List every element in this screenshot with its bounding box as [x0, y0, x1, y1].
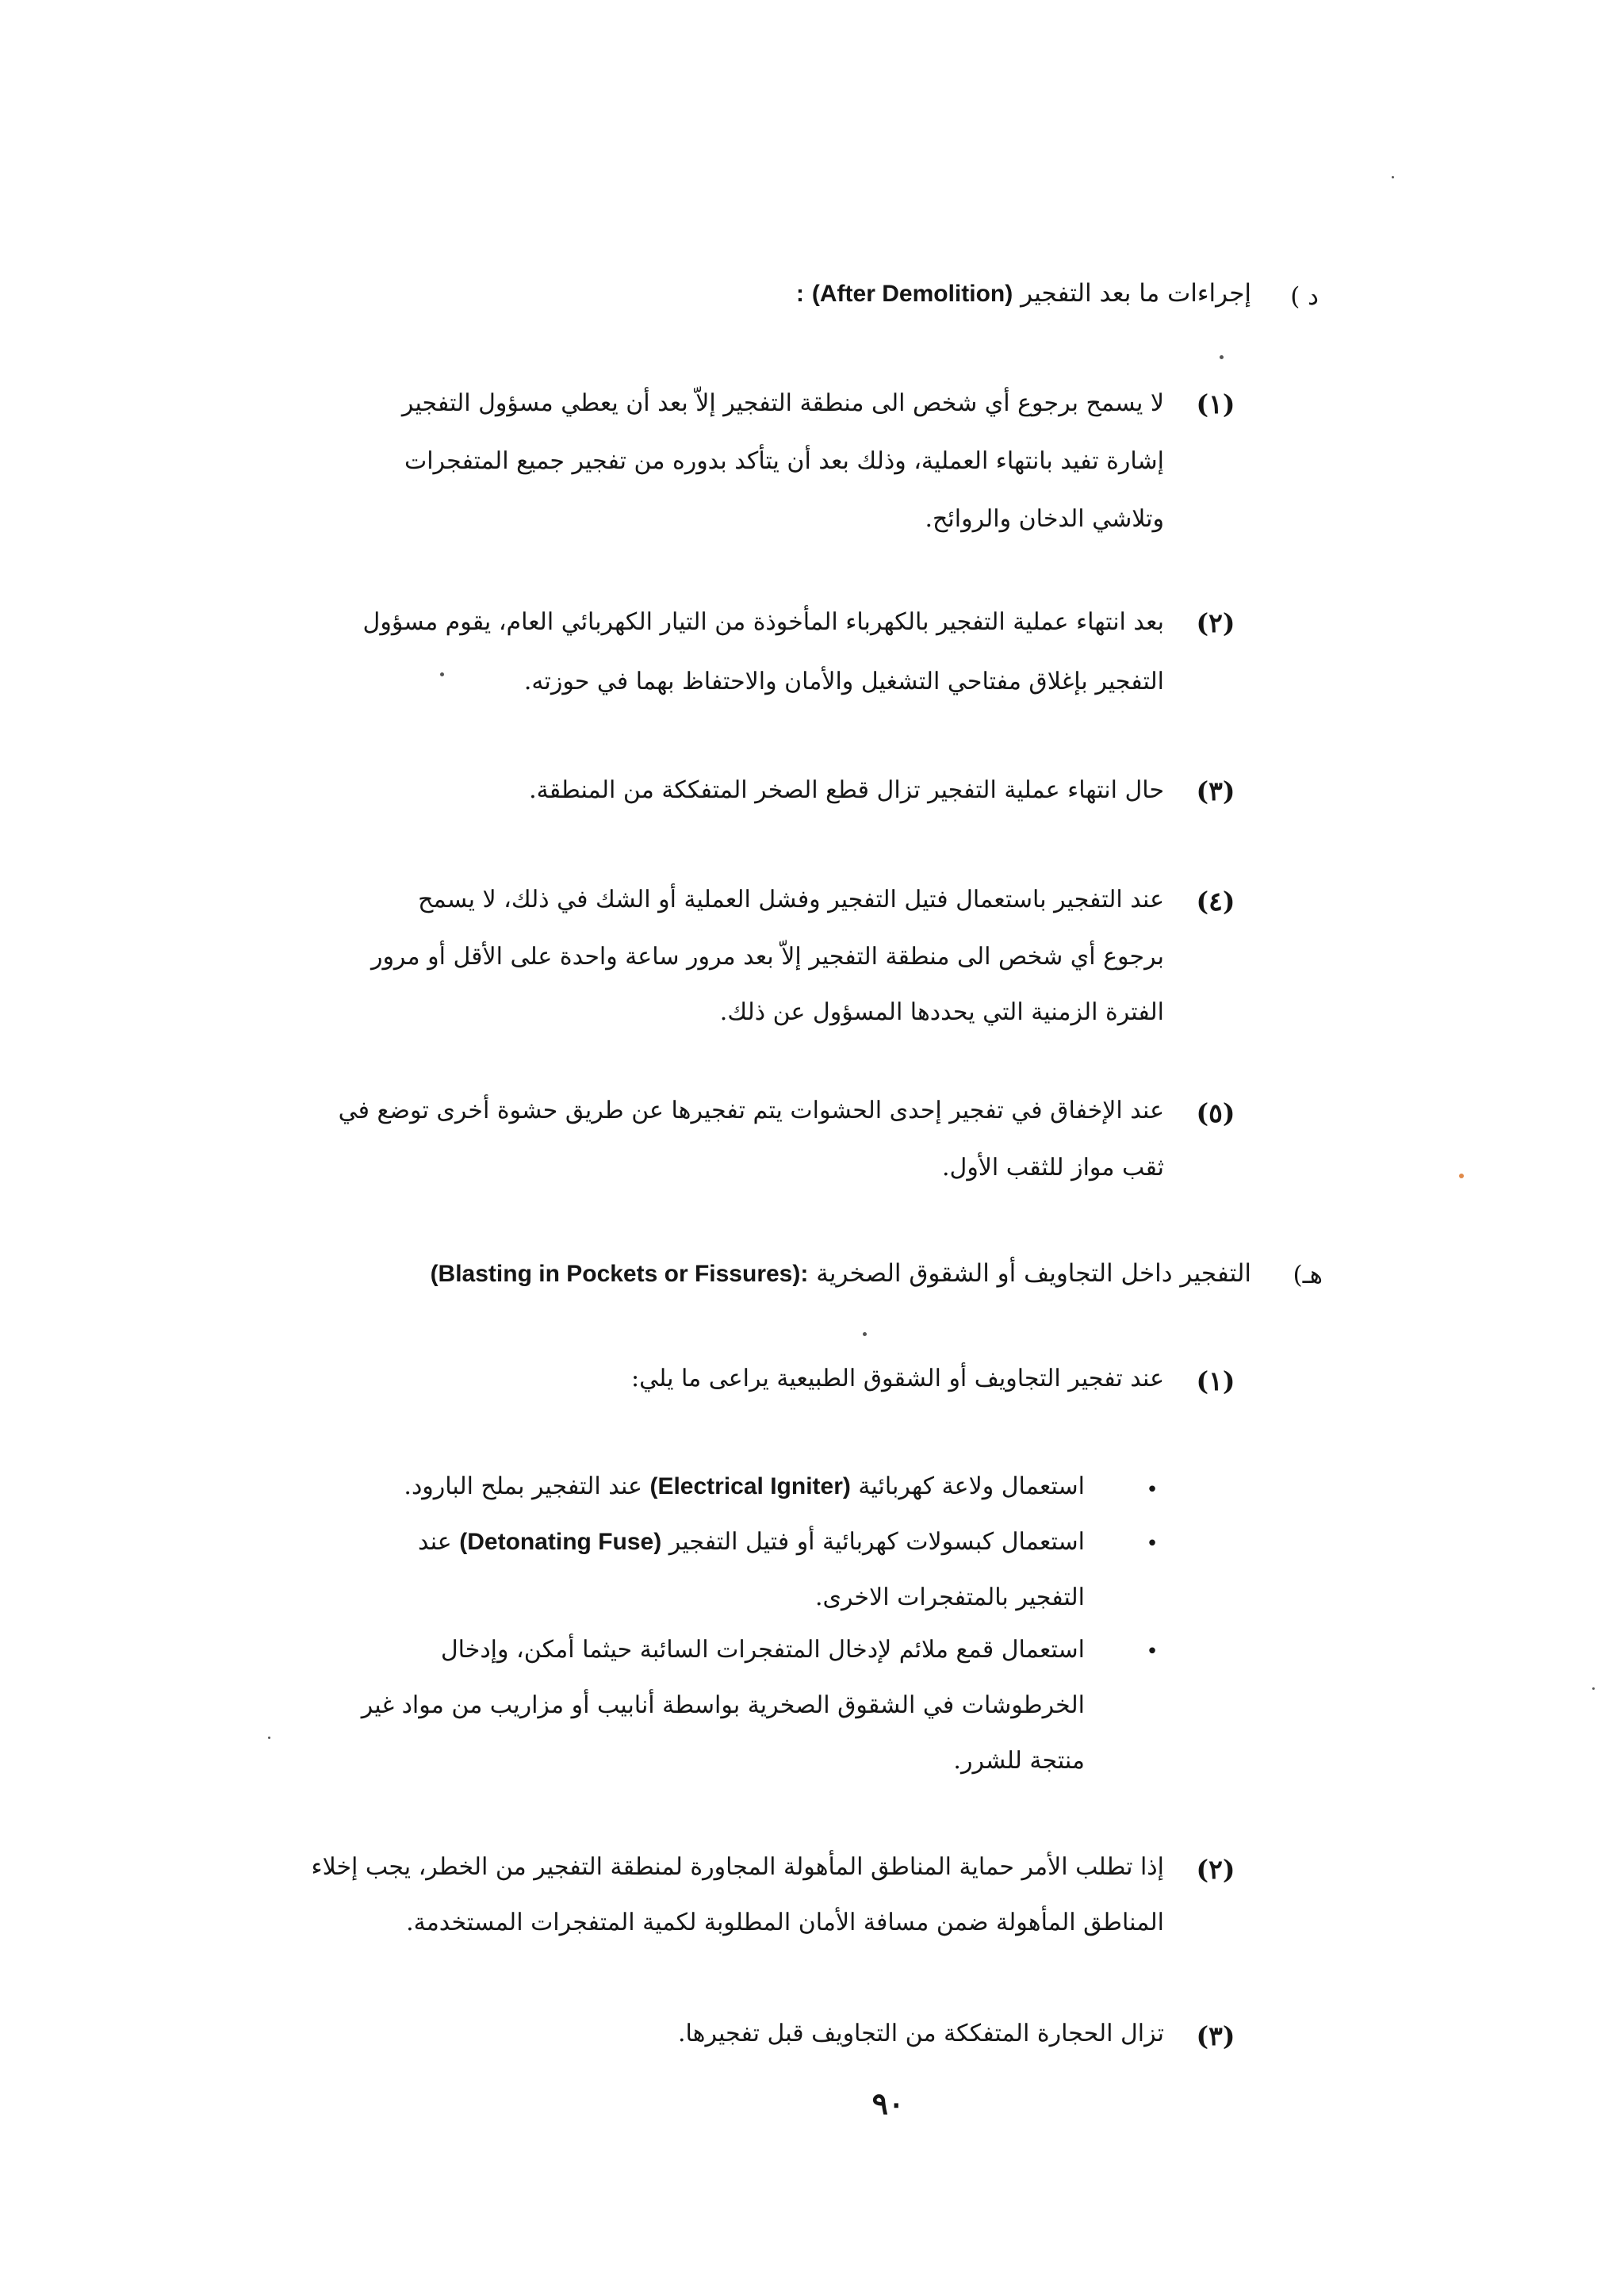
bullet-line [300, 1475, 1085, 1499]
section-d-title [776, 279, 1251, 308]
item-line: ثقب مواز للثقب الأول. [941, 1154, 1164, 1181]
bullet-line: التفجير بالمتفجرات الاخرى. [814, 1584, 1085, 1611]
item-line: حال انتهاء عملية التفجير تزال قطع الصخر المتفككة من المنطقة. [529, 776, 1164, 804]
speck [268, 1737, 270, 1739]
page-number: ٩٠ [871, 2085, 905, 2121]
item-number: (٢) [1196, 607, 1235, 638]
bullet-text: استعمال كبسولات كهربائية أو فتيل التفجير [668, 1528, 1085, 1556]
item-number: (٣) [1196, 2020, 1235, 2051]
bullet-dot: • [1146, 1478, 1159, 1502]
item-line: عند الإخفاق في تفجير إحدى الحشوات يتم تفجيرها عن طريق حشوة أخرى توضع في [338, 1097, 1164, 1124]
section-h-title [300, 1259, 1251, 1288]
item-line: إذا تطلب الأمر حماية المناطق المأهولة المجاورة لمنطقة التفجير من الخطر، يجب إخلاء [311, 1853, 1164, 1881]
item-line: تزال الحجارة المتفككة من التجاويف قبل تفجيرها. [677, 2020, 1164, 2047]
speck [1459, 1174, 1464, 1178]
bullet-text: استعمال ولاعة كهربائية [858, 1473, 1085, 1500]
section-h-title-english: (Blasting in Pockets or Fissures): [430, 1261, 809, 1287]
item-line: المناطق المأهولة ضمن مسافة الأمان المطلوبة لكمية المتفجرات المستخدمة. [406, 1909, 1164, 1936]
item-number: (٣) [1196, 776, 1235, 806]
item-line: وتلاشي الدخان والروائح. [925, 505, 1164, 533]
bullet-line: منتجة للشرر. [953, 1747, 1085, 1775]
section-d-title-colon: : [796, 281, 805, 307]
item-number: (٢) [1196, 1854, 1235, 1885]
bullet-line: استعمال قمع ملائم لإدخال المتفجرات السائبة حيثما أمكن، وإدخال [440, 1636, 1085, 1664]
item-number: (٥) [1196, 1097, 1235, 1128]
bullet-text: عند التفجير بملح البارود. [404, 1473, 642, 1500]
item-line: إشارة تفيد بانتهاء العملية، وذلك بعد أن يتأكد بدوره من تفجير جميع المتفجرات [404, 447, 1164, 475]
bullet-line [300, 1530, 1085, 1554]
section-d-marker: د ) [1290, 282, 1319, 311]
item-number: (١) [1196, 1365, 1235, 1396]
speck [1592, 1687, 1595, 1690]
speck [1220, 355, 1224, 359]
item-line: الفترة الزمنية التي يحددها المسؤول عن ذلك. [719, 998, 1164, 1026]
item-line: بعد انتهاء عملية التفجير بالكهرباء المأخوذة من التيار الكهربائي العام، يقوم مسؤول [362, 608, 1164, 636]
item-line: عند التفجير باستعمال فتيل التفجير وفشل العملية أو الشك في ذلك، لا يسمح [418, 886, 1164, 913]
speck [863, 1332, 867, 1336]
section-d-title-arabic: إجراءات ما بعد التفجير [1021, 279, 1251, 308]
speck [1392, 176, 1394, 178]
bullet-term: (Electrical Igniter) [649, 1473, 851, 1499]
speck [440, 672, 444, 676]
bullet-text: عند [417, 1528, 452, 1556]
item-number: (٤) [1196, 886, 1235, 917]
section-h-marker: هـ) [1293, 1261, 1323, 1289]
bullet-dot: • [1146, 1532, 1159, 1556]
item-line: التفجير بإغلاق مفتاحي التشغيل والأمان والاحتفاظ بهما في حوزته. [523, 668, 1164, 695]
item-line: برجوع أي شخص الى منطقة التفجير إلاّ بعد مرور ساعة واحدة على الأقل أو مرور [370, 943, 1164, 971]
item-number: (١) [1196, 389, 1235, 419]
item-line: عند تفجير التجاويف أو الشقوق الطبيعية يراعى ما يلي: [631, 1365, 1164, 1392]
bullet-line: الخرطوشات في الشقوق الصخرية بواسطة أنابيب أو مزاريب من مواد غير [361, 1691, 1085, 1719]
bullet-term: (Detonating Fuse) [459, 1529, 662, 1555]
item-line: لا يسمح برجوع أي شخص الى منطقة التفجير إلاّ بعد أن يعطي مسؤول التفجير [401, 389, 1164, 417]
bullet-dot: • [1146, 1640, 1159, 1664]
section-h-title-arabic: التفجير داخل التجاويف أو الشقوق الصخرية [816, 1259, 1251, 1288]
section-d-title-english: (After Demolition) [811, 281, 1013, 307]
